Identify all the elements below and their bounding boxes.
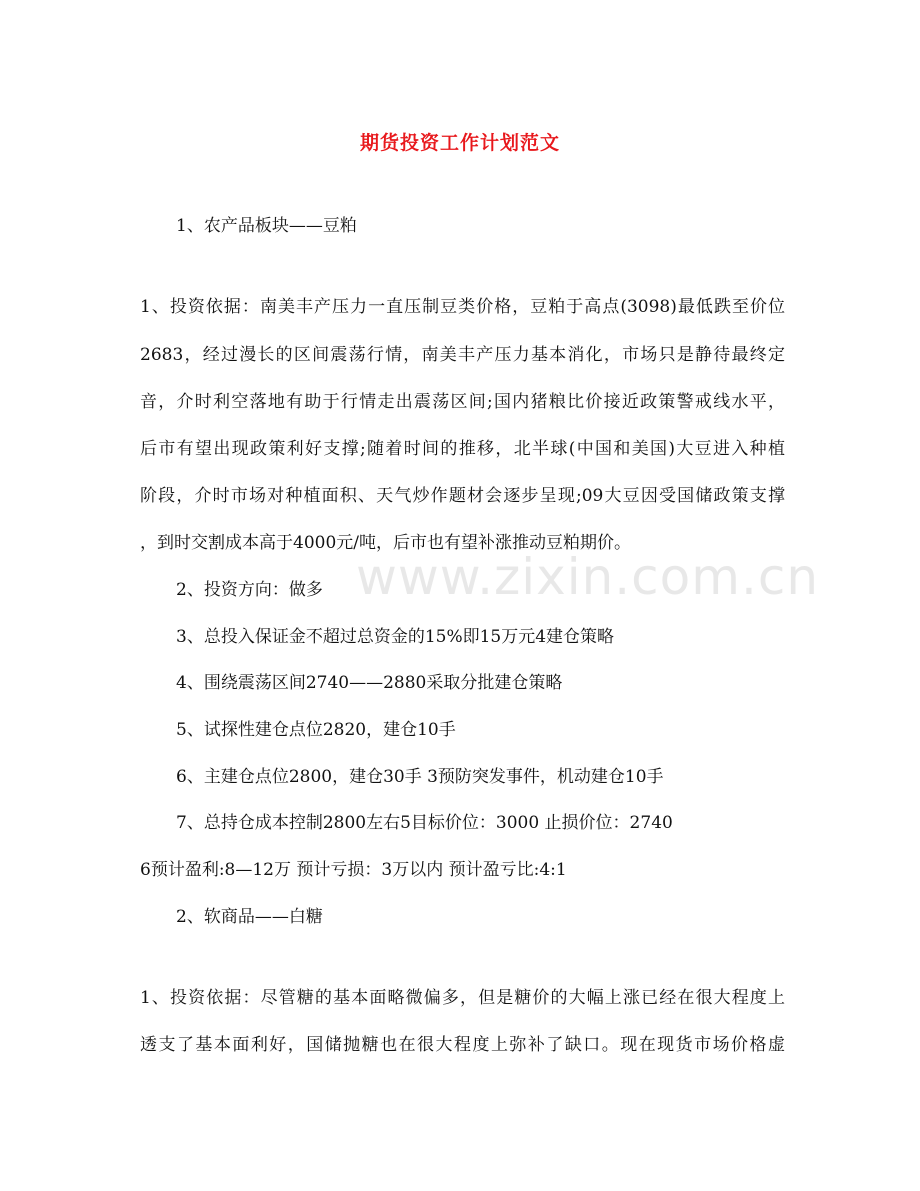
- list-item: 6、主建仓点位2800，建仓30手 3预防突发事件，机动建仓10手: [176, 767, 664, 787]
- paragraph-line: 后市有望出现政策利好支撑;随着时间的推移，北半球(中国和美国)大豆进入种植: [140, 439, 785, 459]
- paragraph-line: 音，介时利空落地有助于行情走出震荡区间;国内猪粮比价接近政策警戒线水平，: [140, 392, 785, 412]
- list-item: 2、投资方向：做多: [176, 580, 323, 600]
- section-heading-sugar: 2、软商品——白糖: [176, 907, 323, 927]
- list-item: 7、总持仓成本控制2800左右5目标价位：3000 止损价位：2740: [176, 813, 673, 833]
- document-title: 期货投资工作计划范文: [359, 132, 560, 154]
- list-item: 4、围绕震荡区间2740——2880采取分批建仓策略: [176, 673, 563, 693]
- paragraph-line: 1、投资依据：南美丰产压力一直压制豆类价格，豆粕于高点(3098)最低跌至价位: [140, 297, 785, 317]
- paragraph-line: 1、投资依据：尽管糖的基本面略微偏多，但是糖价的大幅上涨已经在很大程度上: [140, 988, 785, 1008]
- list-item: 3、总投入保证金不超过总资金的15%即15万元4建仓策略: [176, 627, 615, 647]
- list-item: 5、试探性建仓点位2820，建仓10手: [176, 720, 456, 740]
- paragraph-line: 透支了基本面利好，国储抛糖也在很大程度上弥补了缺口。现在现货市场价格虚: [140, 1035, 785, 1055]
- section-heading-soymeal: 1、农产品板块——豆粕: [176, 216, 357, 236]
- paragraph-line: ，到时交割成本高于4000元/吨，后市也有望补涨推动豆粕期价。: [140, 533, 631, 553]
- forecast-line: 6预计盈利:8—12万 预计亏损：3万以内 预计盈亏比:4:1: [140, 860, 567, 880]
- paragraph-line: 阶段，介时市场对种植面积、天气炒作题材会逐步呈现;09大豆因受国储政策支撑: [140, 486, 785, 506]
- paragraph-line: 2683，经过漫长的区间震荡行情，南美丰产压力基本消化，市场只是静待最终定: [140, 345, 785, 365]
- watermark: www.zixin.com.cn: [356, 548, 820, 606]
